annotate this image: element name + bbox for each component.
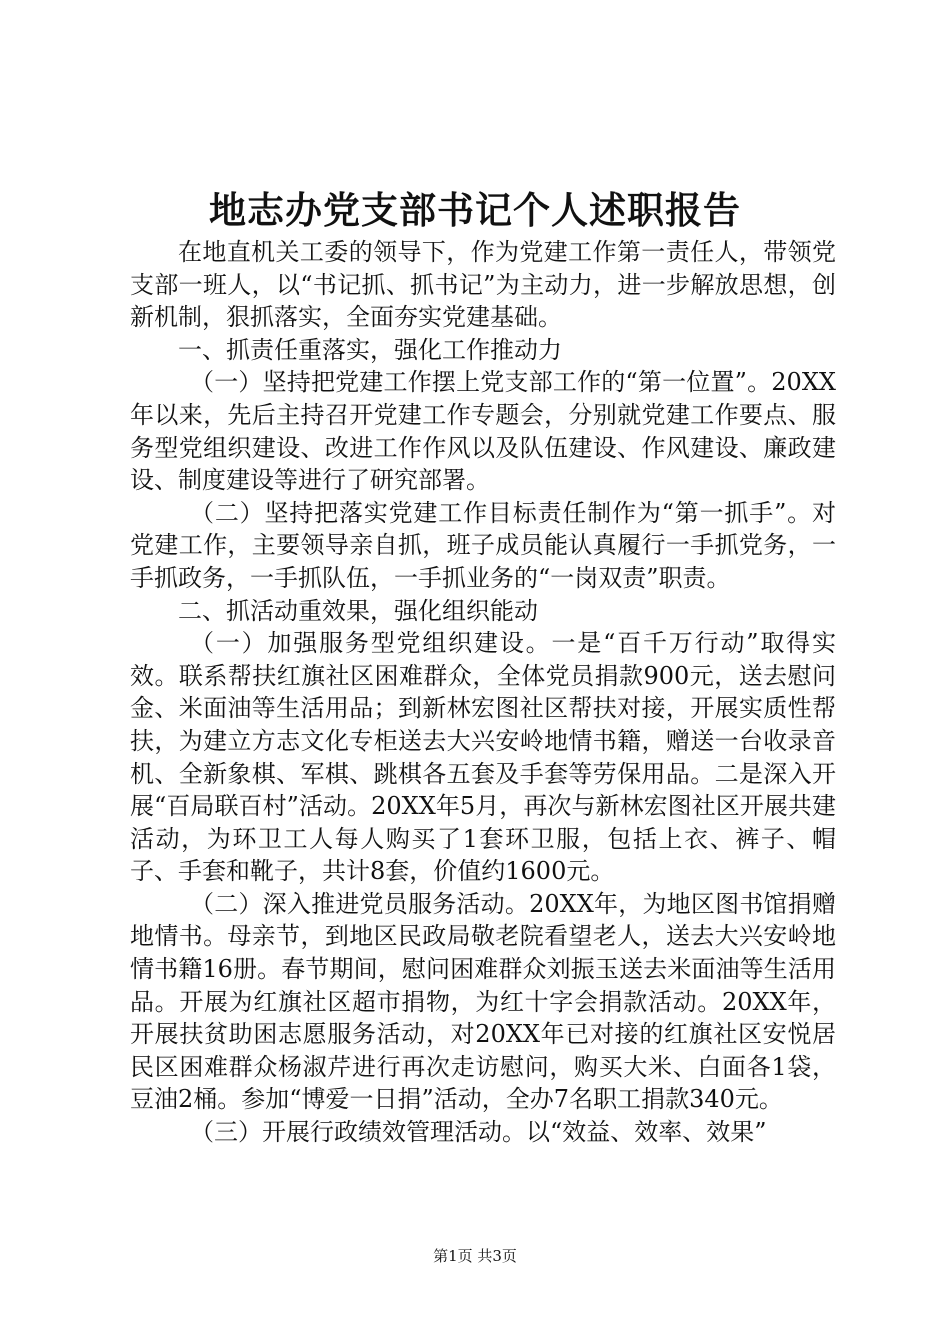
document-title: 地志办党支部书记个人述职报告 xyxy=(209,188,741,232)
paragraph-2-1: （一）加强服务型党组织建设。一是“百千万行动”取得实效。联系帮扶红旗社区困难群众，全体党员捐款900元，送去慰问金、米面油等生活用品；到新林宏图社区帮扶对接，开展实质性帮扶，为建立方志文化专柜送去大兴安岭地情书籍，赠送一台收录音机、全新象棋、军棋、跳棋各五套及手套等劳保用品。二是深入开展“百局联百村”活动。20XX年5月，再次与新林宏图社区开展共建活动，为环卫工人每人购买了1套环卫服，包括上衣、裤子、帽子、手套和靴子，共计8套，价值约1600元。 xyxy=(130,629,836,886)
paragraph-1-2: （二）坚持把落实党建工作目标责任制作为“第一抓手”。对党建工作，主要领导亲自抓，班子成员能认真履行一手抓党务，一手抓政务，一手抓队伍，一手抓业务的“一岗双责”职责。 xyxy=(130,498,836,592)
section-heading-2: 二、抓活动重效果，强化组织能动 xyxy=(178,596,538,625)
paragraph-2-3: （三）开展行政绩效管理活动。以“效益、效率、效果” xyxy=(190,1118,767,1147)
paragraph-1-1: （一）坚持把党建工作摆上党支部工作的“第一位置”。20XX年以来，先后主持召开党建工作专题会，分别就党建工作要点、服务型党组织建设、改进工作作风以及队伍建设、作风建设、廉政建设、制度建设等进行了研究部署。 xyxy=(130,368,836,495)
paragraph-intro: 在地直机关工委的领导下，作为党建工作第一责任人，带领党支部一班人，以“书记抓、抓书记”为主动力，进一步解放思想，创新机制，狠抓落实，全面夯实党建基础。 xyxy=(130,238,836,332)
section-heading-1: 一、抓责任重落实，强化工作推动力 xyxy=(178,335,562,364)
paragraph-2-2: （二）深入推进党员服务活动。20XX年，为地区图书馆捐赠地情书。母亲节，到地区民政局敬老院看望老人，送去大兴安岭地情书籍16册。春节期间，慰问困难群众刘振玉送去米面油等生活用品。开展为红旗社区超市捐物，为红十字会捐款活动。20XX年，开展扶贫助困志愿服务活动，对20XX年已对接的红旗社区安悦居民区困难群众杨淑芹进行再次走访慰问，购买大米、白面各1袋，豆油2桶。参加“博爱一日捐”活动，全办7名职工捐款340元。 xyxy=(130,889,836,1114)
document-body xyxy=(130,236,836,1149)
page-footer: 第1页 共3页 xyxy=(433,1247,517,1265)
